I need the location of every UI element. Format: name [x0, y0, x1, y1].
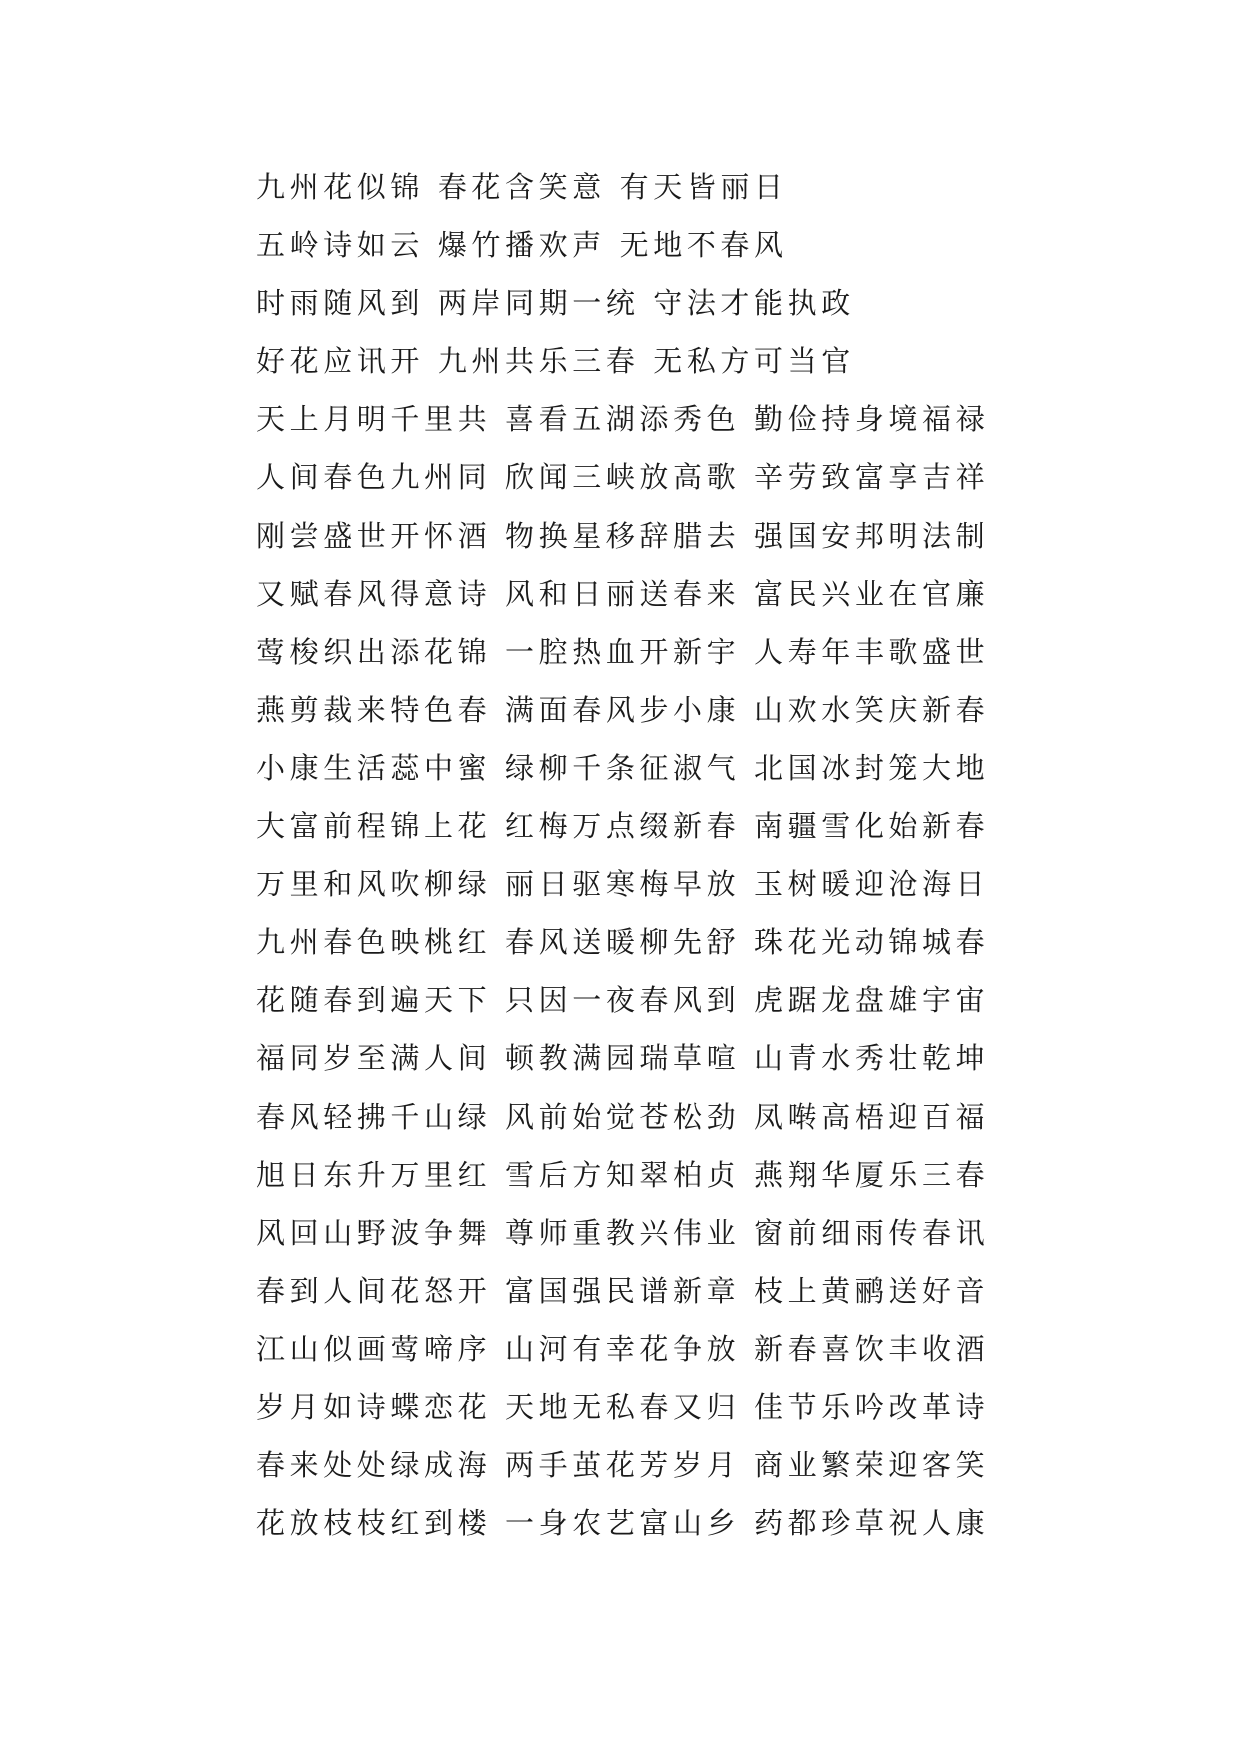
- text-line: 春到人间花怒开 富国强民谱新章 枝上黄鹂送好音: [256, 1273, 990, 1308]
- text-line: 岁月如诗蝶恋花 天地无私春又归 佳节乐吟改革诗: [256, 1389, 990, 1424]
- text-line: 花随春到遍天下 只因一夜春风到 虎踞龙盘雄宇宙: [256, 983, 990, 1018]
- text-line: 燕剪裁来特色春 满面春风步小康 山欢水笑庆新春: [256, 692, 990, 727]
- text-line: 万里和风吹柳绿 丽日驱寒梅早放 玉树暖迎沧海日: [256, 867, 990, 902]
- text-line: 旭日东升万里红 雪后方知翠柏贞 燕翔华厦乐三春: [256, 1157, 990, 1192]
- text-line: 春来处处绿成海 两手茧花芳岁月 商业繁荣迎客笑: [256, 1448, 990, 1483]
- text-line: 小康生活蕊中蜜 绿柳千条征淑气 北国冰封笼大地: [256, 750, 990, 785]
- couplet-text-block: [256, 158, 1156, 1552]
- text-line: 大富前程锦上花 红梅万点缀新春 南疆雪化始新春: [256, 809, 990, 844]
- text-line: 五岭诗如云 爆竹播欢声 无地不春风: [256, 228, 788, 263]
- text-line: 又赋春风得意诗 风和日丽送春来 富民兴业在官廉: [256, 576, 990, 611]
- text-line: 江山似画莺啼序 山河有幸花争放 新春喜饮丰收酒: [256, 1331, 990, 1366]
- text-line: 花放枝枝红到楼 一身农艺富山乡 药都珍草祝人康: [256, 1506, 990, 1541]
- text-line: 好花应讯开 九州共乐三春 无私方可当官: [256, 344, 855, 379]
- text-line: 天上月明千里共 喜看五湖添秀色 勤俭持身境福禄: [256, 402, 990, 437]
- text-line: 人间春色九州同 欣闻三峡放高歌 辛劳致富享吉祥: [256, 460, 990, 495]
- text-line: 莺梭织出添花锦 一腔热血开新宇 人寿年丰歌盛世: [256, 634, 990, 669]
- text-line: 九州春色映桃红 春风送暖柳先舒 珠花光动锦城春: [256, 925, 990, 960]
- text-line: 风回山野波争舞 尊师重教兴伟业 窗前细雨传春讯: [256, 1215, 990, 1250]
- text-line: 时雨随风到 两岸同期一统 守法才能执政: [256, 286, 855, 321]
- text-line: 刚尝盛世开怀酒 物换星移辞腊去 强国安邦明法制: [256, 518, 990, 553]
- text-line: 春风轻拂千山绿 风前始觉苍松劲 凤啭高梧迎百福: [256, 1099, 990, 1134]
- text-line: 福同岁至满人间 顿教满园瑞草喧 山青水秀壮乾坤: [256, 1041, 990, 1076]
- text-line: 九州花似锦 春花含笑意 有天皆丽日: [256, 170, 788, 204]
